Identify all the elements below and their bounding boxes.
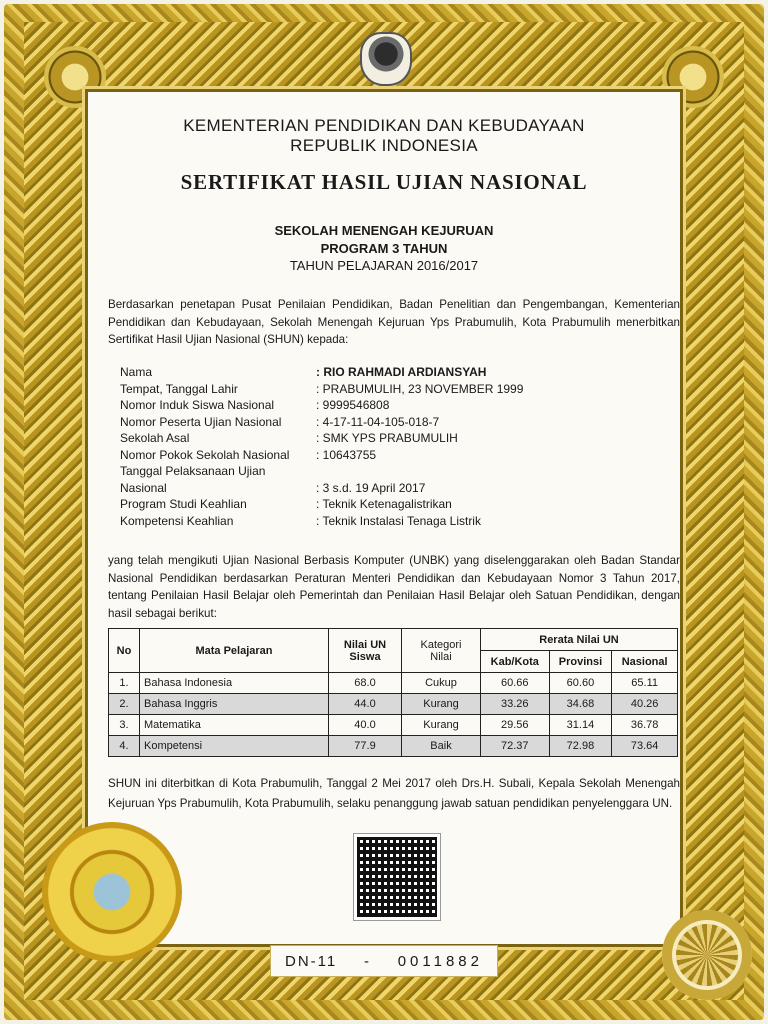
- exam-statement: yang telah mengikuti Ujian Nasional Berbasis Komputer (UNBK) yang diselenggarakan oleh Badan Standar Nasional Pendidikan berdasarkan Peraturan Menteri Pendidikan dan Kebudayaan Nomor 3 Tahun 2017, tentang Penilaian Hasil Belajar oleh Pemerintah dan Penilaian Hasil Belajar oleh Satuan Pendidikan, dengan hasil sebagai berikut:: [108, 554, 680, 620]
- col-no: No: [109, 629, 140, 673]
- row-no: 4.: [109, 736, 140, 757]
- col-score: [329, 629, 402, 673]
- field-row: [120, 364, 660, 381]
- row-kab: 33.26: [481, 694, 550, 715]
- serial-dash: -: [363, 952, 371, 970]
- field-label: Sekolah Asal: [120, 431, 190, 445]
- table-row: [109, 736, 678, 757]
- col-kab: Kab/Kota: [481, 651, 550, 673]
- field-row: [120, 480, 660, 497]
- table-row: [109, 694, 678, 715]
- student-details: [120, 364, 660, 529]
- field-label: Kompetensi Keahlian: [120, 513, 234, 528]
- field-value: : PRABUMULIH, 23 NOVEMBER 1999: [316, 381, 524, 396]
- table-row: [109, 673, 678, 694]
- row-score: 40.0: [329, 715, 402, 736]
- row-category: Kurang: [402, 715, 481, 736]
- row-no: 1.: [109, 673, 140, 694]
- school-heading: [88, 222, 680, 258]
- field-value: : Teknik Ketenagalistrikan: [316, 497, 452, 511]
- garuda-emblem-icon: [360, 32, 412, 86]
- ministry-line-2: REPUBLIK INDONESIA: [290, 136, 478, 155]
- field-row: [120, 447, 660, 464]
- serial-number-box: [270, 945, 498, 977]
- row-subject: Bahasa Inggris: [140, 694, 329, 715]
- ministry-heading: [88, 116, 680, 156]
- school-seal-icon: [42, 822, 182, 962]
- score-table: [108, 628, 678, 757]
- col-category-l2: Nilai: [430, 650, 452, 663]
- row-prov: 60.60: [549, 673, 612, 694]
- field-label: Program Studi Keahlian: [120, 497, 247, 511]
- row-score: 77.9: [329, 736, 402, 757]
- table-header-row: [109, 629, 678, 651]
- ministry-line-1: KEMENTERIAN PENDIDIKAN DAN KEBUDAYAAN: [183, 116, 585, 135]
- field-label: Nasional: [120, 480, 167, 495]
- field-row: [120, 430, 660, 447]
- serial-code: DN-11: [285, 952, 338, 970]
- field-label: Tempat, Tanggal Lahir: [120, 381, 238, 396]
- field-value: : Teknik Instalasi Tenaga Listrik: [316, 513, 481, 528]
- row-nat: 40.26: [612, 694, 678, 715]
- field-label: Nama: [120, 365, 153, 379]
- row-subject: Matematika: [140, 715, 329, 736]
- field-value: : SMK YPS PRABUMULIH: [316, 431, 458, 445]
- row-prov: 31.14: [549, 715, 612, 736]
- academic-year: TAHUN PELAJARAN 2016/2017: [289, 258, 479, 273]
- row-category: Baik: [402, 736, 481, 757]
- intro-paragraph: Berdasarkan penetapan Pusat Penilaian Pendidikan, Badan Penelitian dan Pengembangan, Kementerian Pendidikan dan Kebudayaan, Sekolah Menengah Kejuruan Yps Prabumulih, Kota Prabumulih menerbitkan Sertifikat Hasil Ujian Nasional (SHUN) kepada:: [108, 298, 680, 346]
- field-value: : 3 s.d. 19 April 2017: [316, 480, 426, 495]
- row-nat: 36.78: [612, 715, 678, 736]
- row-score: 68.0: [329, 673, 402, 694]
- col-score-l2: Siswa: [349, 650, 381, 663]
- field-label: Nomor Peserta Ujian Nasional: [120, 414, 282, 429]
- row-kab: 29.56: [481, 715, 550, 736]
- col-average-group: Rerata Nilai UN: [481, 629, 678, 651]
- field-value: : 10643755: [316, 447, 377, 462]
- certificate-title: SERTIFIKAT HASIL UJIAN NASIONAL: [180, 170, 588, 194]
- row-kab: 60.66: [481, 673, 550, 694]
- field-label: Nomor Induk Siswa Nasional: [120, 398, 275, 412]
- field-value: : 4-17-11-04-105-018-7: [316, 414, 440, 429]
- field-label: Tanggal Pelaksanaan Ujian: [120, 464, 266, 478]
- table-row: [109, 715, 678, 736]
- field-row: [120, 496, 660, 513]
- qr-code-icon: [354, 834, 440, 920]
- row-prov: 34.68: [549, 694, 612, 715]
- field-row: [120, 513, 660, 530]
- serial-number: 0011882: [397, 952, 483, 970]
- row-subject: Bahasa Indonesia: [140, 673, 329, 694]
- issuance-statement: SHUN ini diterbitkan di Kota Prabumulih, Tanggal 2 Mei 2017 oleh Drs.H. Subali, Kepala Sekolah Menengah Kejuruan Yps Prabumulih, Kota Prabumulih, selaku penanggung jawab satuan pendidikan penyelenggara UN.: [108, 777, 680, 810]
- field-row: [120, 397, 660, 414]
- row-nat: 73.64: [612, 736, 678, 757]
- col-category: [402, 629, 481, 673]
- row-category: Cukup: [402, 673, 481, 694]
- field-label: Nomor Pokok Sekolah Nasional: [120, 447, 290, 462]
- row-score: 44.0: [329, 694, 402, 715]
- row-no: 3.: [109, 715, 140, 736]
- col-prov: Provinsi: [549, 651, 612, 673]
- col-nat: Nasional: [612, 651, 678, 673]
- field-row: [120, 463, 660, 480]
- row-kab: 72.37: [481, 736, 550, 757]
- row-prov: 72.98: [549, 736, 612, 757]
- col-score-l1: Nilai UN: [343, 638, 387, 651]
- row-nat: 65.11: [612, 673, 678, 694]
- field-row: [120, 414, 660, 431]
- program-duration: PROGRAM 3 TAHUN: [320, 241, 448, 256]
- col-category-l1: Kategori: [420, 638, 462, 651]
- school-type: SEKOLAH MENENGAH KEJURUAN: [274, 223, 494, 238]
- row-subject: Kompetensi: [140, 736, 329, 757]
- field-value: [316, 463, 660, 480]
- row-category: Kurang: [402, 694, 481, 715]
- col-subject: Mata Pelajaran: [140, 629, 329, 673]
- rosette-ornament: [662, 910, 752, 1000]
- row-no: 2.: [109, 694, 140, 715]
- field-row: [120, 381, 660, 398]
- field-value: : 9999546808: [316, 398, 390, 412]
- field-value: : RIO RAHMADI ARDIANSYAH: [316, 365, 487, 379]
